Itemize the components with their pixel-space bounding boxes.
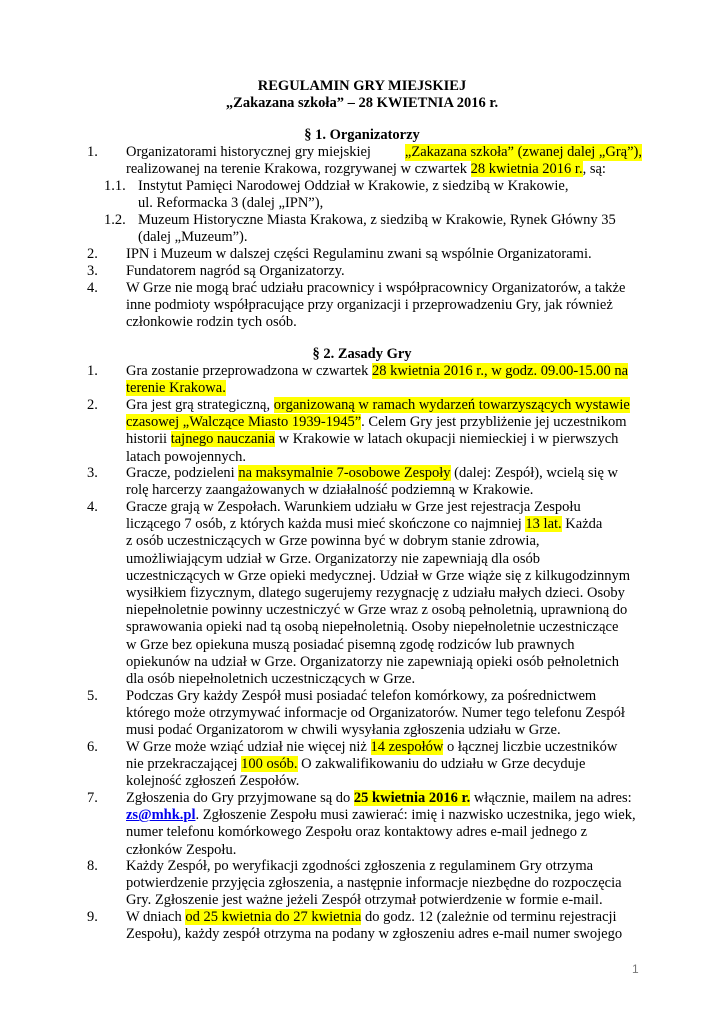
section-heading-rules: § 2. Zasady Gry bbox=[312, 346, 412, 362]
highlight: „Zakazana szkoła” (zwanej dalej „Grą”), bbox=[404, 144, 642, 160]
document-subtitle: „Zakazana szkoła” – 28 KWIETNIA 2016 r. bbox=[225, 95, 499, 111]
highlight: 14 zespołów bbox=[370, 739, 444, 755]
highlight: terenie Krakowa. bbox=[126, 380, 226, 397]
highlight: od 25 kwietnia do 27 kwietnia bbox=[185, 909, 362, 925]
highlight: organizowaną w ramach wydarzeń towarzyszących wystawie bbox=[273, 397, 630, 413]
highlight: 28 kwietnia 2016 r. bbox=[470, 161, 583, 178]
email-link[interactable]: zs@mhk.pl bbox=[126, 807, 196, 824]
highlight: na maksymalnie 7-osobowe Zespoły bbox=[238, 465, 451, 481]
highlight: tajnego nauczania bbox=[170, 431, 275, 448]
highlight: 25 kwietnia 2016 r. bbox=[353, 790, 471, 806]
page-number: 1 bbox=[632, 962, 639, 976]
section-heading-organizers: § 1. Organizatorzy bbox=[304, 127, 420, 143]
document-title: REGULAMIN GRY MIEJSKIEJ bbox=[257, 78, 467, 94]
document-page: REGULAMIN GRY MIEJSKIEJ „Zakazana szkoła” – 28 KWIETNIA 2016 r. § 1. Organizatorzy 1. Organizatorami historycznej gry miejskiej „Zakazana szkoła” (zwanej dalej „Grą”), realizowanej na terenie Krakowa, rozgrywanej w czwartek 28 kwietnia 2016 r., są: 1.1. Instytut Pamięci Narodowej Oddział w Krakowie, z siedzibą w Krakowie, ul. Reformacka 3 (dalej „IPN”), 1.2. Muzeum Historyczne Miasta Krakowa, z siedzibą w Krakowie, Rynek Główny 35 (dalej „Muzeum”). 2. IPN i Muzeum w dalszej części Regulaminu zwani są wspólnie Organizatorami. 3. Fundatorem nagród są Organizatorzy. 4. W Grze nie mogą brać udziału pracownicy i współpracownicy Organizatorów, a także inne podmioty współpracujące przy organizacji i przeprowadzeniu Gry, jak również członkowie rodzin tych osób. § 2. Zasady Gry 1. Gra zostanie przeprowadzona w czwartek 28 kwietnia 2016 r., w godz. 09.00-15.00 na terenie Krakowa. 2. Gra jest grą strategiczną, organizowaną w ramach wydarzeń towarzyszących wystawie czasowej „Walczące Miasto 1939-1945”. Celem Gry jest przybliżenie jej uczestnikom historii tajnego nauczania w Krakowie w latach okupacji niemieckiej i w pierwszych latach powojennych. 3. Gracze, podzieleni na maksymalnie 7-osobowe Zespoły (dalej: Zespół), wcielą się w rolę harcerzy zaangażowanych w działalność podziemną w Krakowie. 4. Gracze grają w Zespołach. Warunkiem udziału w Grze jest rejestracja Zespołu liczącego 7 osób, z których każda musi mieć skończone co najmniej 13 lat. Każda z osób uczestniczących w Grze powinna być w dobrym stanie zdrowia, umożliwiającym udział w Grze. Organizatorzy nie zapewniają dla osób uczestniczących w Grze opieki medycznej. Udział w Grze wiąże się z kilkugodzinnym wysiłkiem fizycznym, dlatego sugerujemy rezygnację z udziału małych dzieci. Osoby niepełnoletnie powinny uczestniczyć w Grze wraz z osobą pełnoletnią, uprawnioną do sprawowania opieki nad tą osobą niepełnoletnią. Osoby niepełnoletnie uczestniczące w Grze bez opiekuna muszą posiadać pisemną zgodę rodziców lub prawnych opiekunów na udział w Grze. Organizatorzy nie zapewniają opieki osób pełnoletnich dla osób niepełnoletnich uczestniczących w Grze. 5. Podczas Gry każdy Zespół musi posiadać telefon komórkowy, za pośrednictwem którego może otrzymywać informacje od Organizatorów. Numer tego telefonu Zespół musi podać Organizatorom w chwili wysyłania zgłoszenia udziału w Grze. 6. W Grze może wziąć udział nie więcej niż 14 zespołów o łącznej liczbie uczestników nie przekraczającej 100 osób. O zakwalifikowaniu do udziału w Grze decyduje kolejność zgłoszeń Zespołów. 7. Zgłoszenia do Gry przyjmowane są do 25 kwietnia 2016 r. włącznie, mailem na adres: zs@mhk.pl. Zgłoszenie Zespołu musi zawierać: imię i nazwisko uczestnika, jego wiek, numer telefonu komórkowego Zespołu oraz kontaktowy adres e-mail jednego z członków Zespołu. 8. Każdy Zespół, po weryfikacji zgodności zgłoszenia z regulaminem Gry otrzyma potwierdzenie przyjęcia zgłoszenia, a następnie informacje niezbędne do rozpoczęcia Gry. Zgłoszenie jest ważne jeżeli Zespół otrzymał potwierdzenie w formie e-mail. 9. W dniach od 25 kwietnia do 27 kwietnia do godz. 12 (zależnie od terminu rejestracji Zespołu), każdy zespół otrzyma na podany w zgłoszeniu adres e-mail numer swojego 1 bbox=[0, 0, 724, 1024]
highlight: 13 lat. bbox=[525, 516, 562, 533]
highlight: 28 kwietnia 2016 r., w godz. 09.00-15.00 na bbox=[371, 363, 629, 379]
highlight: czasowej „Walczące Miasto 1939-1945” bbox=[126, 414, 362, 431]
highlight: 100 osób. bbox=[241, 756, 298, 773]
